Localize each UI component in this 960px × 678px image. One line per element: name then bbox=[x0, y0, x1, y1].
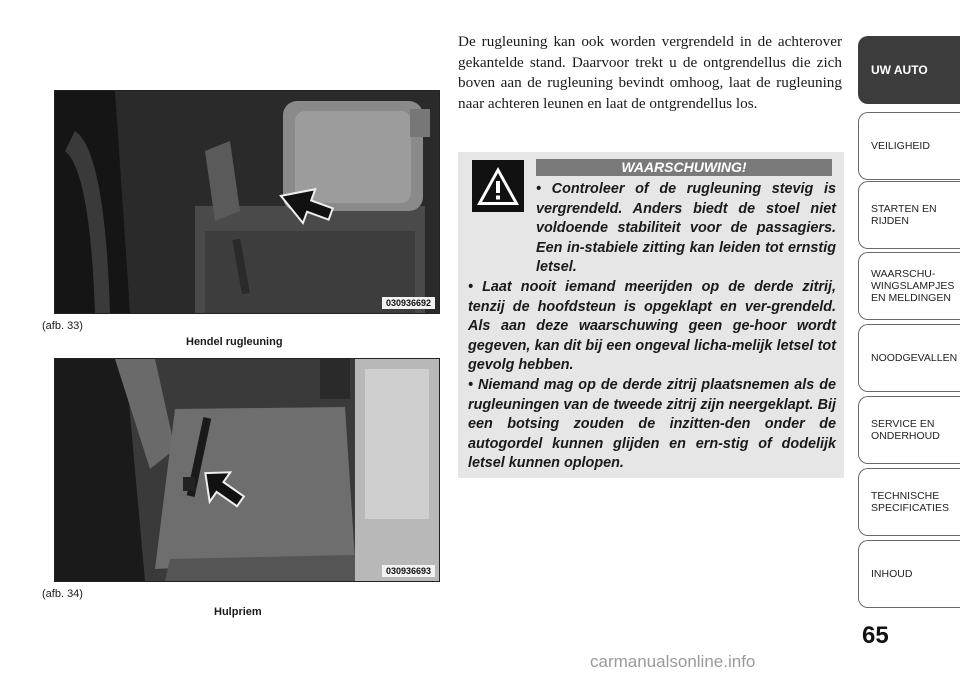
tab-uw-auto[interactable]: UW AUTO bbox=[858, 36, 960, 104]
figure-caption: Hulpriem bbox=[214, 606, 262, 618]
warning-list bbox=[468, 180, 836, 474]
tab-waarschuwingslampjes[interactable]: WAARSCHU- WINGSLAMPJES EN MELDINGEN bbox=[858, 252, 960, 320]
watermark: carmanualsonline.info bbox=[590, 652, 756, 671]
page-number: 65 bbox=[862, 622, 889, 649]
body-paragraph: De rugleuning kan ook worden vergrendeld in de achterover gekantelde stand. Daarvoor trekt u de ontgrendellus die zich boven aan de rugleuning bevindt omhoog, laat de rugleuning naar achteren leunen en laat de ontgrendellus los. bbox=[458, 33, 842, 112]
figure-number: (afb. 34) bbox=[42, 588, 83, 600]
assist-strap-photo bbox=[55, 359, 439, 581]
chapter-tabs bbox=[858, 0, 960, 650]
warning-item: • Controleer of de rugleuning stevig is vergrendeld. Anders biedt de stoel niet voldoende stabiliteit voor de passagiers. Een in-stabiele zitting kan leiden tot ernstig letsel. bbox=[536, 181, 836, 276]
figure-seatback-lever bbox=[54, 90, 440, 314]
figure-code: 030936693 bbox=[382, 565, 435, 577]
figure-assist-strap bbox=[54, 358, 440, 582]
tab-technische-specificaties[interactable]: TECHNISCHE SPECIFICATIES bbox=[858, 468, 960, 536]
figure-number: (afb. 33) bbox=[42, 320, 83, 332]
tab-veiligheid[interactable]: VEILIGHEID bbox=[858, 112, 960, 180]
warning-title: WAARSCHUWING! bbox=[536, 159, 832, 176]
warning-item: • Laat nooit iemand meerijden op de derde zitrij, tenzij de hoofdsteun is opgeklapt en ver-grendeld. Als aan deze waarschuwing geen ge-hoor wordt gegeven, kan dit bij een ongeval licha-melijk letsel tot gevolg hebben. bbox=[468, 278, 836, 374]
tab-inhoud[interactable]: INHOUD bbox=[858, 540, 960, 608]
seatback-lever-photo bbox=[55, 91, 439, 313]
warning-item: • Niemand mag op de derde zitrij plaatsnemen als de rugleuningen van de tweede zitrij zijn neergeklapt. Bij een botsing zouden de inzitten-den onder de autogordel kunnen glijden en ern-stig of dodelijk letsel kunnen oplopen. bbox=[468, 376, 836, 472]
tab-service-en-onderhoud[interactable]: SERVICE EN ONDERHOUD bbox=[858, 396, 960, 464]
tab-noodgevallen[interactable]: NOODGEVALLEN bbox=[858, 324, 960, 392]
figure-caption: Hendel rugleuning bbox=[186, 336, 283, 348]
tab-starten-en-rijden[interactable]: STARTEN EN RIJDEN bbox=[858, 181, 960, 249]
figure-code: 030936692 bbox=[382, 297, 435, 309]
warning-box bbox=[458, 152, 844, 478]
